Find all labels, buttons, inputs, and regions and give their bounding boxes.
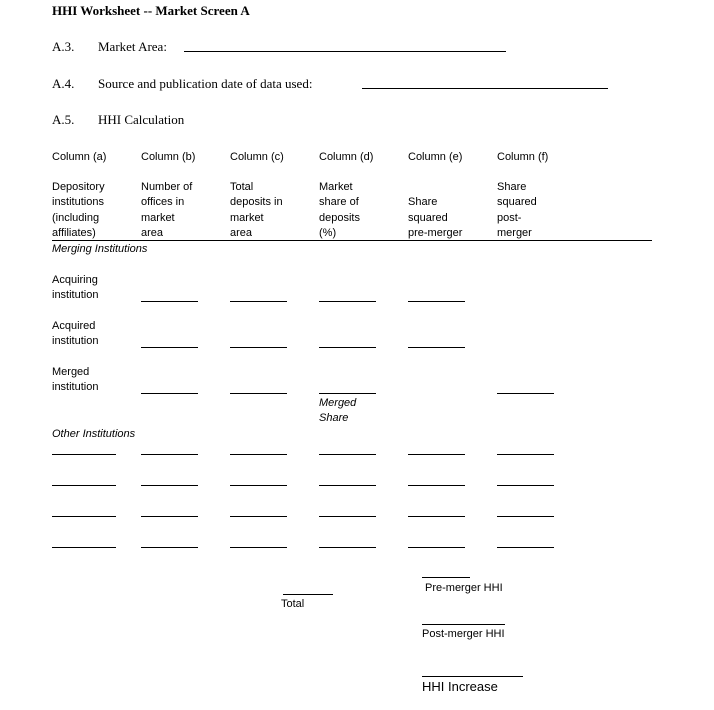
blank-field: [319, 393, 376, 394]
column-description-line: market: [141, 211, 175, 224]
column-description-line: deposits: [319, 211, 360, 224]
column-description-line: squared: [497, 196, 537, 209]
blank-field: [141, 485, 198, 486]
column-id-e: Column (e): [408, 151, 463, 163]
blank-field: [408, 547, 465, 548]
market-area-label: Market Area:: [98, 39, 167, 54]
merged-share-line: Share: [319, 412, 349, 424]
blank-field: [408, 485, 465, 486]
pre-merger-hhi-label: Pre-merger HHI: [425, 582, 503, 594]
column-description-line: (%): [319, 226, 337, 239]
section-a4-number: A.4.: [52, 76, 75, 91]
column-description-line: share of: [319, 196, 359, 209]
row-label-line: Merged: [52, 366, 90, 378]
blank-field: [52, 485, 116, 486]
column-description-line: (including: [52, 211, 100, 224]
blank-field: [52, 516, 116, 517]
row-label-line: institution: [52, 381, 99, 393]
data-source-blank: [362, 88, 608, 89]
column-description-line: offices in: [141, 196, 185, 209]
acquired-institution-label: [52, 319, 98, 349]
blank-field: [319, 347, 376, 348]
column-description-line: market: [230, 211, 264, 224]
total-blank: [283, 594, 333, 595]
acquiring-institution-label: [52, 273, 98, 303]
column-description-a: [52, 180, 105, 241]
pre-merger-hhi-blank: [422, 577, 470, 578]
blank-field: [230, 516, 287, 517]
row-label-line: Acquiring: [52, 274, 98, 286]
column-description-line: Share: [408, 196, 438, 209]
blank-field: [230, 301, 287, 302]
blank-field: [319, 547, 376, 548]
merged-share-line: Merged: [319, 397, 357, 409]
section-a3-number: A.3.: [52, 39, 75, 54]
worksheet-title: HHI Worksheet -- Market Screen A: [52, 3, 250, 18]
blank-field: [497, 485, 554, 486]
blank-field: [408, 516, 465, 517]
blank-field: [230, 393, 287, 394]
blank-field: [319, 301, 376, 302]
column-description-f: [497, 180, 537, 241]
post-merger-hhi-label: Post-merger HHI: [422, 628, 505, 640]
hhi-increase-blank: [422, 676, 523, 677]
column-description-line: Market: [319, 181, 353, 193]
column-id-c: Column (c): [230, 151, 284, 163]
blank-field: [319, 454, 376, 455]
column-description-line: deposits in: [230, 196, 283, 209]
column-id-b: Column (b): [141, 151, 196, 163]
column-description-line: affiliates): [52, 226, 96, 239]
column-description-line: Total: [230, 181, 254, 193]
column-description-e: [408, 180, 462, 241]
hhi-calculation-heading: HHI Calculation: [98, 112, 185, 127]
column-description-line: merger: [497, 226, 532, 239]
blank-field: [408, 347, 465, 348]
blank-field: [230, 485, 287, 486]
blank-field: [52, 547, 116, 548]
column-description-line: area: [141, 226, 164, 239]
header-rule: [52, 240, 652, 241]
row-label-line: Acquired: [52, 320, 96, 332]
hhi-increase-label: HHI Increase: [422, 679, 498, 694]
market-area-blank: [184, 51, 506, 52]
column-id-d: Column (d): [319, 151, 374, 163]
blank-field: [408, 454, 465, 455]
column-description-b: [141, 180, 192, 241]
blank-field: [319, 516, 376, 517]
blank-field: [141, 454, 198, 455]
column-description-line: [408, 180, 462, 195]
column-description-c: [230, 180, 283, 241]
blank-field: [230, 454, 287, 455]
other-institutions-label: Other Institutions: [52, 428, 136, 440]
blank-field: [230, 547, 287, 548]
column-description-d: [319, 180, 360, 241]
column-description-line: Number of: [141, 181, 193, 193]
merged-share-label: [319, 396, 356, 426]
blank-field: [497, 393, 554, 394]
blank-field: [230, 347, 287, 348]
blank-field: [141, 347, 198, 348]
blank-field: [497, 454, 554, 455]
column-description-line: Depository: [52, 181, 105, 193]
merging-institutions-label: Merging Institutions: [52, 243, 148, 255]
blank-field: [141, 516, 198, 517]
data-source-label: Source and publication date of data used:: [98, 76, 313, 91]
blank-field: [319, 485, 376, 486]
column-description-line: institutions: [52, 196, 104, 209]
blank-field: [141, 547, 198, 548]
blank-field: [52, 454, 116, 455]
total-label: Total: [281, 598, 305, 610]
blank-field: [141, 393, 198, 394]
column-description-line: area: [230, 226, 253, 239]
merged-institution-label: [52, 365, 98, 395]
section-a5-number: A.5.: [52, 112, 75, 127]
column-id-a: Column (a): [52, 151, 107, 163]
blank-field: [497, 547, 554, 548]
row-label-line: institution: [52, 289, 99, 301]
column-description-line: squared: [408, 211, 448, 224]
blank-field: [497, 516, 554, 517]
blank-field: [141, 301, 198, 302]
blank-field: [408, 301, 465, 302]
row-label-line: institution: [52, 335, 99, 347]
column-id-f: Column (f): [497, 151, 549, 163]
column-description-line: pre-merger: [408, 226, 463, 239]
post-merger-hhi-blank: [422, 624, 505, 625]
column-description-line: post-: [497, 211, 522, 224]
column-description-line: Share: [497, 181, 527, 193]
